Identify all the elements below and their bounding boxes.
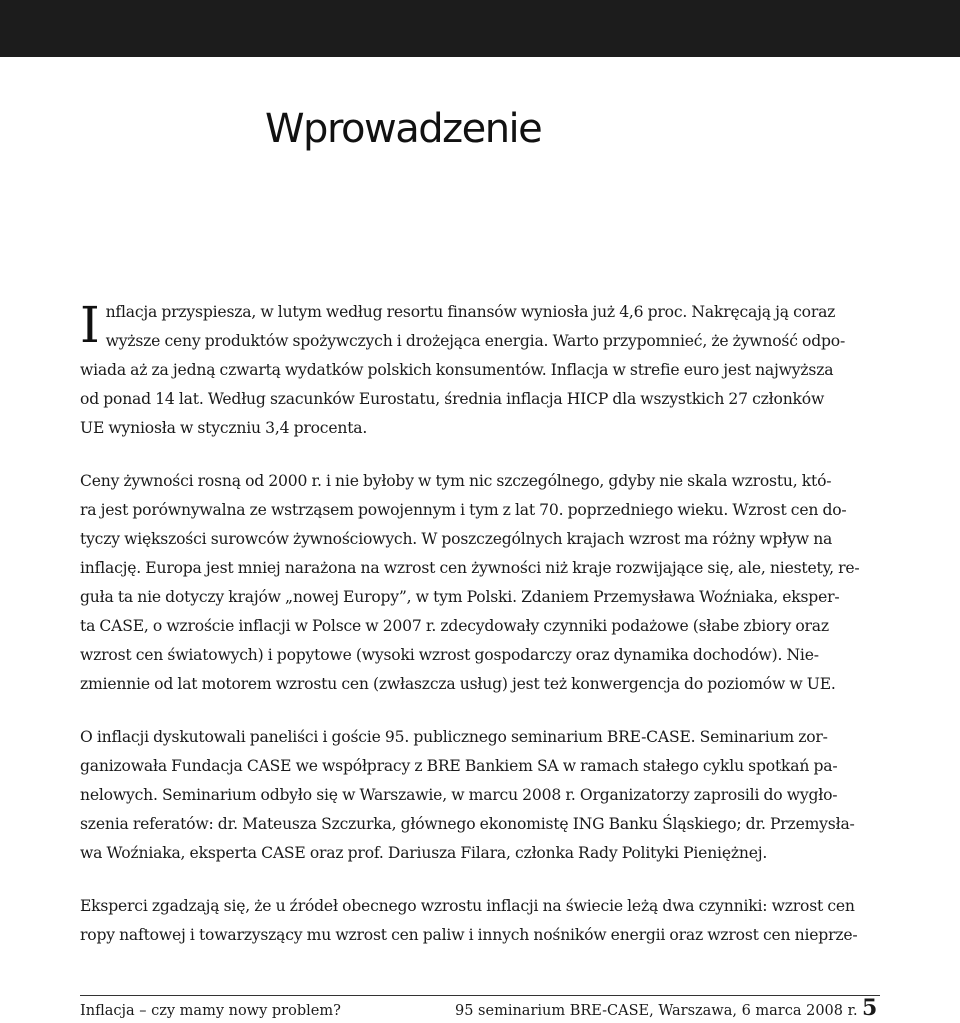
text-line: nelowych. Seminarium odbyło się w Warszawie, w marcu 2008 r. Organizatorzy zaprosili do wygło- [80, 786, 838, 804]
text-line: wyższe ceny produktów spożywczych i drożejąca energia. Warto przypomnieć, że żywność odpo- [105, 332, 846, 350]
text-line: nflacja przyspiesza, w lutym według resortu finansów wyniosła już 4,6 proc. Nakręcają ją coraz [105, 303, 836, 321]
text-line: wiada aż za jedną czwartą wydatków polskich konsumentów. Inflacja w strefie euro jest najwyższa [80, 361, 834, 379]
text-line: ta CASE, o wzroście inflacji w Polsce w 2007 r. zdecydowały czynniki podażowe (słabe zbiory oraz [80, 617, 829, 635]
page-number: 5 [862, 995, 878, 1021]
text-line: guła ta nie dotyczy krajów „nowej Europy”, w tym Polski. Zdaniem Przemysława Woźniaka, eksper- [80, 588, 840, 606]
text-line: ropy naftowej i towarzyszący mu wzrost cen paliw i innych nośników energii oraz wzrost cen nieprze- [80, 926, 858, 944]
paragraph-experts [80, 892, 880, 950]
page-title: Wprowadzenie [265, 106, 542, 152]
text-line: wzrost cen światowych) i popytowe (wysoki wzrost gospodarczy oraz dynamika dochodów). Nie- [80, 646, 819, 664]
footer-seminar-info: 95 seminarium BRE-CASE, Warszawa, 6 marca 2008 r. [455, 1003, 858, 1019]
text-line: tyczy większości surowców żywnościowych. W poszczególnych krajach wzrost ma różny wpływ na [80, 530, 833, 548]
body-text [80, 298, 880, 974]
text-line: O inflacji dyskutowali paneliści i goście 95. publicznego seminarium BRE-CASE. Seminarium zor- [80, 728, 828, 746]
drop-cap: I [80, 296, 100, 354]
text-line: od ponad 14 lat. Według szacunków Eurostatu, średnia inflacja HICP dla wszystkich 27 członków [80, 390, 825, 408]
text-line: inflację. Europa jest mniej narażona na wzrost cen żywności niż kraje rozwijające się, ale, niestety, re- [80, 559, 860, 577]
text-line: ganizowała Fundacja CASE we współpracy z BRE Bankiem SA w ramach stałego cyklu spotkań pa- [80, 757, 838, 775]
top-header-bar [0, 0, 960, 57]
paragraph-food-prices [80, 467, 880, 699]
paragraph-seminar [80, 723, 880, 868]
text-line: wa Woźniaka, eksperta CASE oraz prof. Dariusza Filara, członka Rady Polityki Pieniężnej. [80, 844, 768, 862]
text-line: zmiennie od lat motorem wzrostu cen (zwłaszcza usług) jest też konwergencja do poziomów w UE. [80, 675, 836, 693]
text-line: UE wyniosła w styczniu 3,4 procenta. [80, 419, 368, 437]
footer-publication-title: Inflacja – czy mamy nowy problem? [80, 1003, 341, 1019]
text-line: Eksperci zgadzają się, że u źródeł obecnego wzrostu inflacji na świecie leżą dwa czynniki: wzrost cen [80, 897, 855, 915]
text-line: ra jest porównywalna ze wstrząsem powojennym i tym z lat 70. poprzedniego wieku. Wzrost cen do- [80, 501, 847, 519]
text-line: Ceny żywności rosną od 2000 r. i nie byłoby w tym nic szczególnego, gdyby nie skala wzrostu, któ- [80, 472, 832, 490]
footer-divider [80, 995, 880, 996]
paragraph-intro [80, 298, 880, 443]
text-line: szenia referatów: dr. Mateusza Szczurka, głównego ekonomistę ING Banku Śląskiego; dr. Przemysła- [80, 815, 855, 833]
